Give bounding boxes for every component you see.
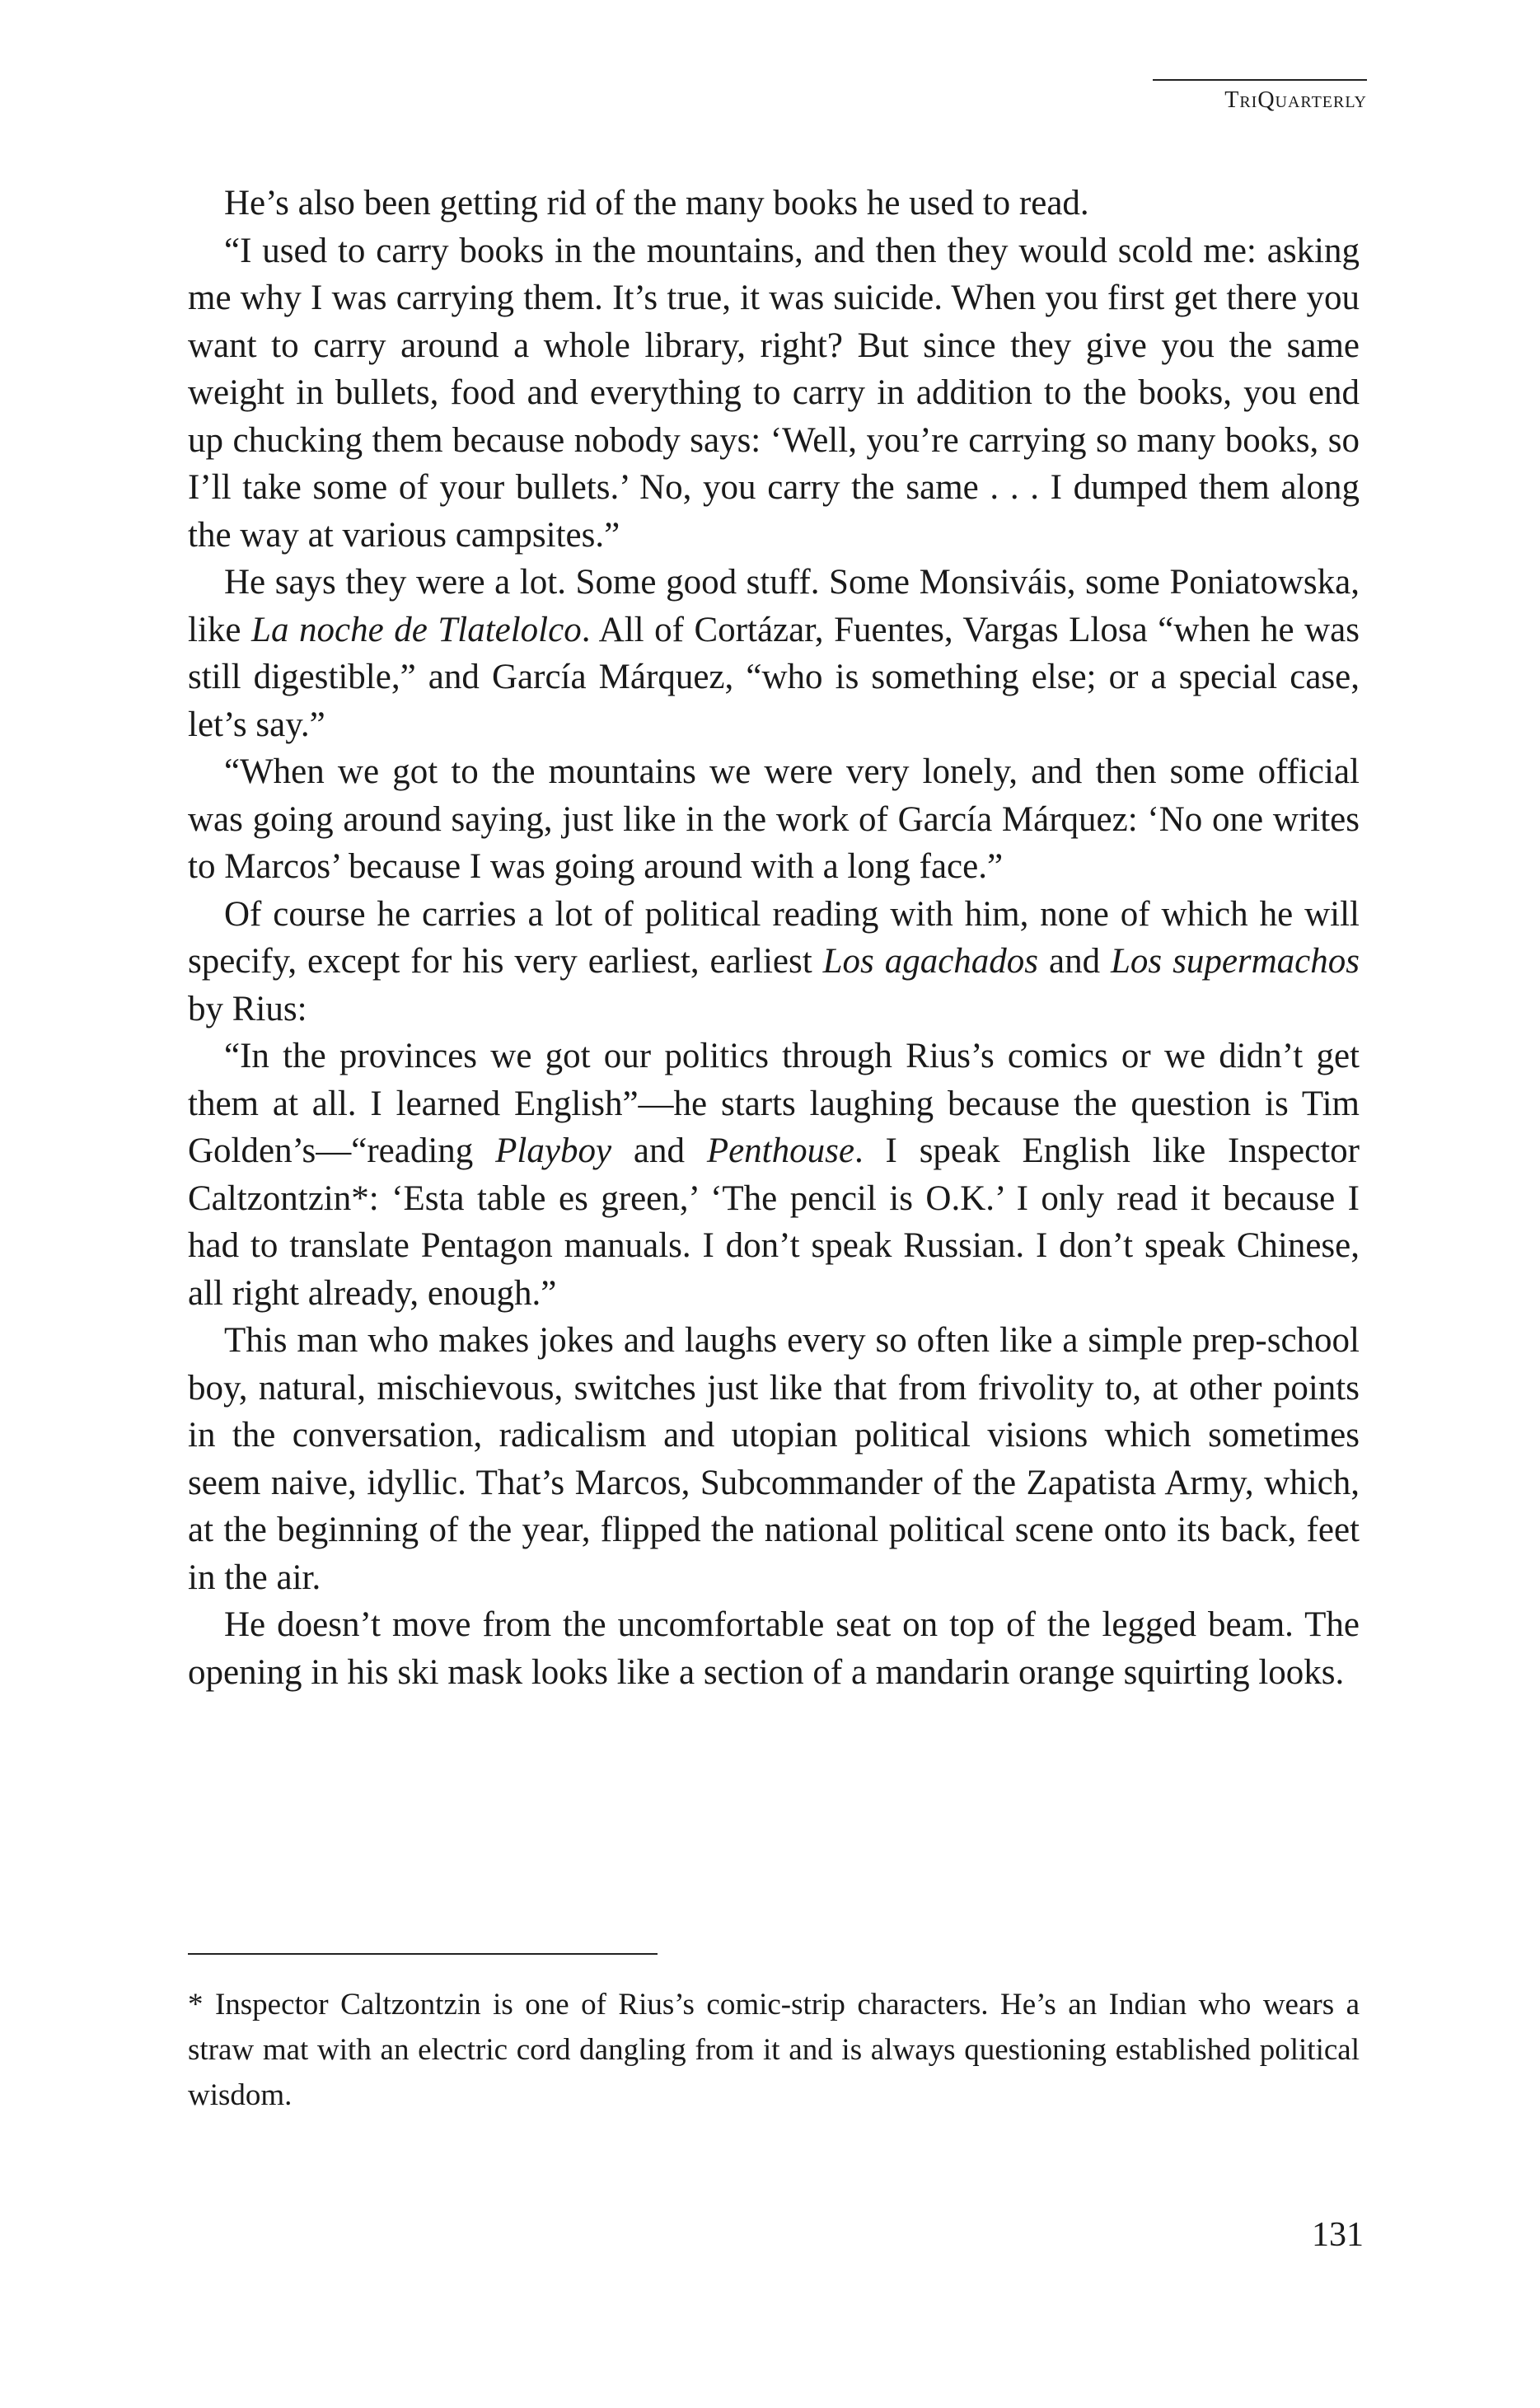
italic-title: Los agachados xyxy=(822,942,1039,981)
text-run: . All of Cortázar, Fuentes, Vargas Llosa “when he was still digestible,” and García Márquez, “who is something else; or a special case, let’s say.” xyxy=(188,610,1360,744)
paragraph xyxy=(188,748,1360,891)
text-run: Of course he carries a lot of political reading with him, none of which he will specify, except for his very earliest, earliest xyxy=(188,894,1360,981)
header-rule xyxy=(1153,79,1367,81)
text-run: He doesn’t move from the uncomfortable seat on top of the legged beam. The opening in his ski mask looks like a section of a mandarin orange squirting looks. xyxy=(188,1605,1360,1692)
text-run: by Rius: xyxy=(188,989,307,1028)
text-run: “I used to carry books in the mountains, and then they would scold me: asking me why I was carrying them. It’s true, it was suicide. When you first get there you want to carry around a whole library, right? But since they give you the same weight in bullets, food and everything to carry in addition to the books, you end up chucking them because nobody says: ‘Well, you’re carrying so many books, so I’ll take some of your bullets.’ No, you carry the same . . . I dumped them along the way at various campsites.” xyxy=(188,231,1360,555)
text-run: He says they were a lot. Some good stuff. Some Monsiváis, some Poniatowska, like xyxy=(188,563,1360,649)
italic-title: La noche de Tlatelolco xyxy=(251,610,582,649)
italic-title: Penthouse xyxy=(706,1131,854,1170)
paragraph xyxy=(188,1317,1360,1601)
text-run: and xyxy=(611,1131,707,1170)
running-title: TriQuarterly xyxy=(1224,87,1367,113)
paragraph xyxy=(188,227,1360,560)
text-run: This man who makes jokes and laughs every so often like a simple prep-school boy, natural, mischievous, switches just like that from frivolity to, at other points in the conversation, radicalism and utopian political visions which sometimes seem naive, idyllic. That’s Marcos, Subcommander of the Zapatista Army, which, at the beginning of the year, flipped the national political scene onto its back, feet in the air. xyxy=(188,1321,1360,1597)
paragraph xyxy=(188,1033,1360,1317)
text-run: “When we got to the mountains we were very lonely, and then some official was going around saying, just like in the work of García Márquez: ‘No one writes to Marcos’ because I was going around with a long face.” xyxy=(188,752,1360,886)
paragraph xyxy=(188,180,1360,227)
text-run: and xyxy=(1038,942,1111,981)
italic-title: Los supermachos xyxy=(1111,942,1360,981)
body-text xyxy=(188,180,1360,1696)
text-run: . I speak English like Inspector Caltzontzin*: ‘Esta table es green,’ ‘The pencil is O.K.’ I only read it because I had to translate Pentagon manuals. I don’t speak Russian. I don’t speak Chinese, all right already, enough.” xyxy=(188,1131,1360,1313)
running-head xyxy=(1153,79,1367,114)
paragraph xyxy=(188,559,1360,748)
footnote-text: * Inspector Caltzontzin is one of Rius’s comic-strip characters. He’s an Indian who wears a straw mat with an electric cord dangling from it and is always questioning established political wisdom. xyxy=(188,1988,1360,2112)
footnote xyxy=(188,1982,1360,2118)
footnote-rule xyxy=(188,1953,658,1955)
paragraph xyxy=(188,1601,1360,1696)
text-run: He’s also been getting rid of the many books he used to read. xyxy=(224,184,1089,223)
italic-title: Playboy xyxy=(495,1131,612,1170)
text-run: “In the provinces we got our politics through Rius’s comics or we didn’t get them at all. I learned English”—he starts laughing because the question is Tim Golden’s—“reading xyxy=(188,1037,1360,1170)
page-number: 131 xyxy=(1312,2216,1364,2254)
paragraph xyxy=(188,891,1360,1033)
